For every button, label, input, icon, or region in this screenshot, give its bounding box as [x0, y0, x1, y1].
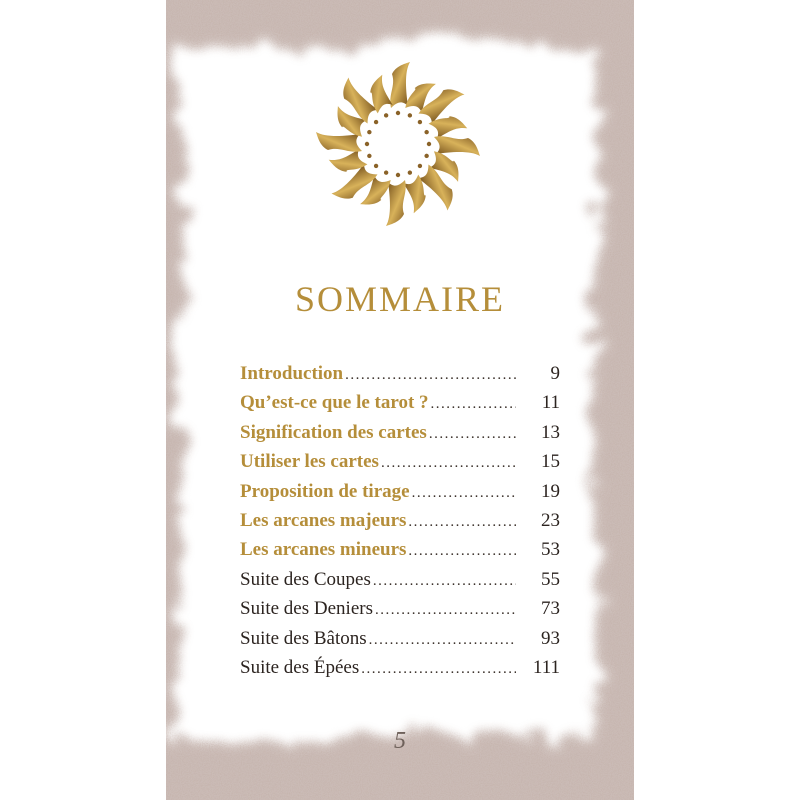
toc-entry [240, 481, 560, 510]
sun-dot [373, 163, 379, 169]
page [166, 0, 634, 800]
dot-leader [429, 426, 516, 443]
sun-dot [427, 142, 431, 146]
sun-dot [396, 111, 400, 115]
toc-entry [240, 510, 560, 539]
dot-leader [381, 455, 516, 472]
toc-entry-page: 73 [541, 598, 560, 620]
toc-entry-label: Suite des Deniers [240, 598, 373, 620]
table-of-contents [240, 363, 560, 686]
toc-entry [240, 569, 560, 598]
toc-entry [240, 657, 560, 686]
sun-dot [417, 119, 423, 125]
toc-entry-page: 15 [541, 451, 560, 473]
toc-entry [240, 422, 560, 451]
sun-dot [383, 112, 389, 118]
toc-entry [240, 451, 560, 480]
sun-dot [373, 119, 379, 125]
toc-entry-label: Suite des Bâtons [240, 627, 367, 649]
sun-dot [366, 129, 372, 135]
toc-entry [240, 363, 560, 392]
toc-entry [240, 392, 560, 421]
toc-entry-page: 23 [541, 509, 560, 531]
sun-dot [366, 153, 372, 159]
page-title: SOMMAIRE [294, 279, 506, 319]
sun-ray [316, 132, 362, 152]
dot-leader [361, 661, 516, 678]
toc-entry-page: 55 [541, 568, 560, 590]
toc-entry-label: Introduction [240, 363, 344, 384]
sun-ray [390, 62, 410, 108]
sun-icon [312, 58, 484, 230]
sun-dot [424, 153, 430, 159]
toc-entry-page: 11 [541, 392, 560, 414]
page-number: 5 [394, 728, 406, 754]
dot-leader [408, 514, 516, 531]
dot-leader [373, 573, 516, 590]
sun-dot [424, 129, 430, 135]
sun-dot [383, 170, 389, 176]
sun-dot [365, 142, 369, 146]
sun-dot [407, 112, 413, 118]
dot-leader [375, 602, 516, 619]
toc-entry-label: Suite des Épées [240, 656, 360, 678]
toc-entry-label: Les arcanes majeurs [240, 509, 407, 531]
sun-dot [396, 173, 400, 177]
toc-entry [240, 539, 560, 568]
dot-leader [431, 396, 516, 413]
toc-entry-label: Proposition de tirage [240, 480, 410, 502]
sun-dot [417, 163, 423, 169]
toc-entry-page: 9 [550, 363, 560, 384]
toc-entry-page: 111 [532, 656, 560, 678]
toc-entry [240, 598, 560, 627]
toc-entry-label: Suite des Coupes [240, 568, 371, 590]
sun-dot [407, 170, 413, 176]
toc-entry-page: 53 [541, 539, 560, 561]
dot-leader [369, 632, 516, 649]
dot-leader [408, 543, 516, 560]
toc-entry-page: 19 [541, 480, 560, 502]
toc-entry-page: 93 [541, 627, 560, 649]
dot-leader [345, 367, 516, 384]
toc-entry-label: Signification des cartes [240, 421, 427, 443]
toc-entry-page: 13 [541, 421, 560, 443]
toc-entry [240, 628, 560, 657]
sun-ray [386, 180, 406, 226]
toc-entry-label: Utiliser les cartes [240, 451, 379, 473]
sun-ray [434, 136, 480, 156]
toc-entry-label: Qu’est-ce que le tarot ? [240, 392, 429, 414]
dot-leader [412, 485, 516, 502]
toc-entry-label: Les arcanes mineurs [240, 539, 407, 561]
